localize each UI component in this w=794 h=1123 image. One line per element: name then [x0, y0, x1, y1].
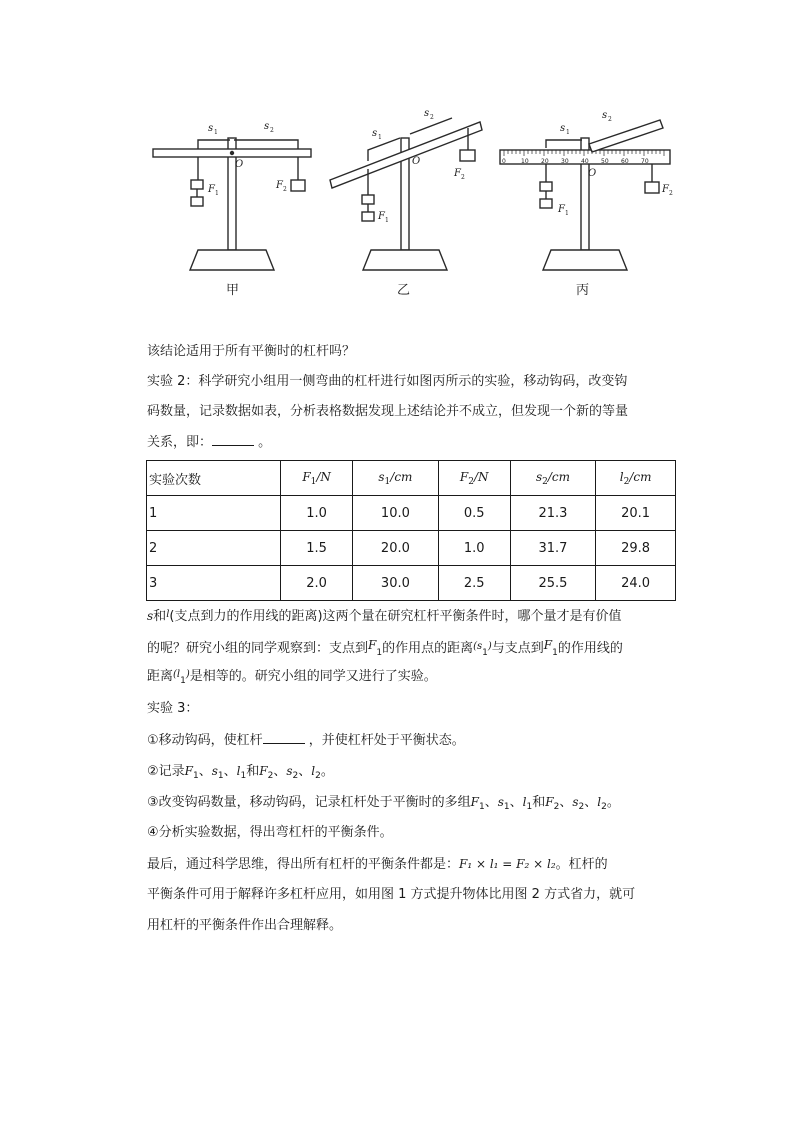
svg-text:2: 2: [669, 190, 673, 197]
header-s2: $s_2/cm$: [510, 461, 595, 496]
table-cell: 2.5: [438, 566, 510, 601]
final-line3: 用杠杆的平衡条件作出合理解释。: [147, 918, 343, 933]
label-f1-bing: F: [558, 204, 565, 215]
svg-text:1: 1: [378, 134, 382, 141]
table-cell: 1.5: [281, 531, 353, 566]
stand-bing: [500, 120, 670, 270]
label-f1-jia: F: [208, 184, 215, 195]
svg-text:1: 1: [215, 190, 219, 197]
table-row: [147, 496, 676, 531]
ruler-tick-30: 30: [561, 158, 569, 165]
caption-jia: 甲: [226, 283, 240, 298]
ruler-tick-10: 10: [521, 158, 529, 165]
label-s1-bing: s: [560, 123, 566, 134]
data-table: [146, 460, 676, 601]
ruler-tick-0: 0: [502, 158, 506, 165]
table-cell: 21.3: [510, 496, 595, 531]
table-cell: 0.5: [438, 496, 510, 531]
table-row: [147, 531, 676, 566]
label-s1-yi: s: [372, 128, 378, 139]
table-cell: 3: [147, 566, 281, 601]
label-f2-jia: F: [276, 180, 283, 191]
svg-text:1: 1: [566, 129, 570, 136]
table-header-row: [147, 461, 676, 496]
step-3: ③改变钩码数量，移动钩码，记录杠杆处于平衡时的多组$F_1$、$s_1$、$l_1$和$F_2$、$s_2$、$l_2$。: [147, 795, 620, 812]
table-cell: 20.1: [596, 496, 676, 531]
table-cell: 2.0: [281, 566, 353, 601]
header-trial: 实验次数: [147, 461, 281, 496]
answer-blank-2[interactable]: [263, 731, 305, 744]
table-cell: 24.0: [596, 566, 676, 601]
question-line: 该结论适用于所有平衡时的杠杆吗？: [147, 344, 356, 359]
ruler-tick-40: 40: [581, 158, 589, 165]
ruler-tick-50: 50: [601, 158, 609, 165]
table-cell: 31.7: [510, 531, 595, 566]
table-row: [147, 566, 676, 601]
balance-formula: F₁ × l₁ = F₂ × l₂: [459, 857, 556, 871]
header-s1: $s_1/cm$: [353, 461, 438, 496]
header-f1: $F_1/N$: [281, 461, 353, 496]
table-cell: 2: [147, 531, 281, 566]
table-cell: 1: [147, 496, 281, 531]
caption-bing: 丙: [576, 283, 590, 298]
label-f1-yi: F: [378, 211, 385, 222]
lever-figure: [140, 100, 680, 300]
ruler-tick-60: 60: [621, 158, 629, 165]
exp3-title: 实验 3：: [147, 701, 199, 716]
header-f2: $F_2/N$: [438, 461, 510, 496]
answer-blank-1[interactable]: [212, 433, 254, 446]
label-s2-yi: s: [424, 108, 430, 119]
table-cell: 1.0: [281, 496, 353, 531]
label-o-jia: O: [235, 159, 244, 170]
caption-yi: 乙: [397, 283, 411, 298]
svg-text:1: 1: [385, 217, 389, 224]
svg-text:2: 2: [283, 186, 287, 193]
table-cell: 25.5: [510, 566, 595, 601]
svg-text:2: 2: [270, 127, 274, 134]
stand-jia: [153, 138, 311, 270]
sl-line: s和$^l$(支点到力的作用线的距离)这两个量在研究杠杆平衡条件时，哪个量才是有价值: [147, 609, 622, 624]
label-s1-jia: s: [208, 123, 214, 134]
svg-text:1: 1: [565, 210, 569, 217]
label-f2-yi: F: [454, 168, 461, 179]
label-o-yi: O: [412, 156, 421, 167]
stand-yi: [330, 118, 482, 270]
header-l2: $l_2/cm$: [596, 461, 676, 496]
table-cell: 10.0: [353, 496, 438, 531]
exp2-line2: 码数量，记录数据如表，分析表格数据发现上述结论并不成立，但发现一个新的等量: [147, 404, 629, 419]
exp2-line1: 实验 2：科学研究小组用一侧弯曲的杠杆进行如图丙所示的实验，移动钩码，改变钩: [147, 374, 628, 389]
distance-line: 距离$^{(l}_1$)是相等的。研究小组的同学又进行了实验。: [147, 669, 437, 686]
svg-text:1: 1: [214, 129, 218, 136]
final-line1: 最后，通过科学思维，得出所有杠杆的平衡条件都是：F₁ × l₁ = F₂ × l₂。杠杆的: [147, 857, 608, 872]
svg-text:2: 2: [430, 114, 434, 121]
label-f2-bing: F: [662, 184, 669, 195]
step-4: ④分析实验数据，得出弯杠杆的平衡条件。: [147, 825, 393, 840]
ruler-tick-70: 70: [641, 158, 649, 165]
svg-text:2: 2: [608, 116, 612, 123]
label-s2-jia: s: [264, 121, 270, 132]
step-2: ②记录$F_1$、$s_1$、$l_1$和$F_2$、$s_2$、$l_2$。: [147, 764, 334, 781]
exp2-line3: 关系，即： 。: [147, 435, 272, 450]
label-s2-bing: s: [602, 110, 608, 121]
label-o-bing: O: [588, 168, 597, 179]
final-line2: 平衡条件可用于解释许多杠杆应用，如用图 1 方式提升物体比用图 2 方式省力，就可: [147, 887, 636, 902]
table-cell: 1.0: [438, 531, 510, 566]
table-cell: 20.0: [353, 531, 438, 566]
observe-line: 的呢？研究小组的同学观察到：支点到$F_1$的作用点的距离$^{(s}_1$)与支点到$F_1$的作用线的: [147, 638, 623, 658]
table-cell: 30.0: [353, 566, 438, 601]
step-1: ①移动钩码，使杠杆 ，并使杠杆处于平衡状态。: [147, 733, 465, 748]
ruler-tick-20: 20: [541, 158, 549, 165]
svg-text:2: 2: [461, 174, 465, 181]
table-cell: 29.8: [596, 531, 676, 566]
